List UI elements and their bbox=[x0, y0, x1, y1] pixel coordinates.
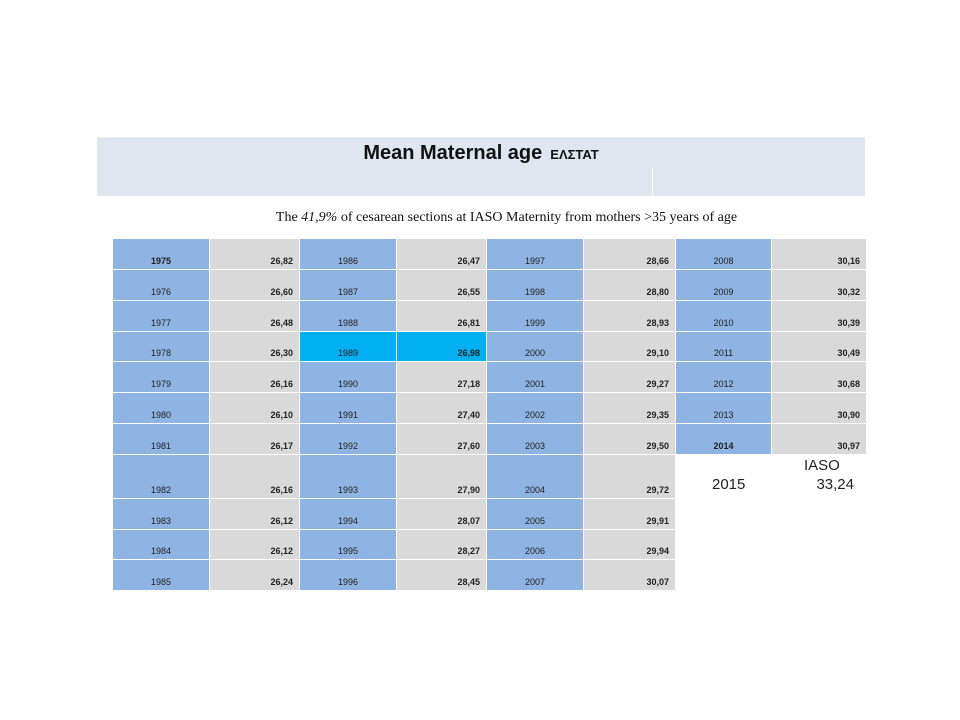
value-cell: 28,66 bbox=[584, 239, 676, 270]
header-subrow-left bbox=[97, 167, 653, 196]
table-row bbox=[113, 499, 867, 530]
value-cell: 28,93 bbox=[584, 301, 676, 332]
value-cell: 26,30 bbox=[210, 332, 300, 362]
empty-cell bbox=[676, 530, 867, 560]
table-row bbox=[113, 362, 867, 393]
value-cell: 26,47 bbox=[397, 239, 487, 270]
value-cell: 26,12 bbox=[210, 499, 300, 530]
year-cell: 2001 bbox=[487, 362, 584, 393]
year-cell: 1993 bbox=[300, 455, 397, 499]
value-cell: 30,32 bbox=[772, 270, 867, 301]
year-cell: 1996 bbox=[300, 560, 397, 591]
year-cell: 2008 bbox=[676, 239, 772, 270]
value-cell: 26,55 bbox=[397, 270, 487, 301]
year-cell: 2010 bbox=[676, 301, 772, 332]
year-cell: 2003 bbox=[487, 424, 584, 455]
year-cell: 1976 bbox=[113, 270, 210, 301]
note-suffix: >35 years of age bbox=[644, 210, 738, 225]
note-percent: 41,9% bbox=[301, 210, 338, 225]
table-row bbox=[113, 393, 867, 424]
year-cell: 1986 bbox=[300, 239, 397, 270]
year-cell: 1985 bbox=[113, 560, 210, 591]
table-row bbox=[113, 239, 867, 270]
maternal-age-table bbox=[112, 238, 867, 591]
table-row bbox=[113, 270, 867, 301]
year-cell: 1980 bbox=[113, 393, 210, 424]
value-cell: 29,94 bbox=[584, 530, 676, 560]
value-cell: 29,35 bbox=[584, 393, 676, 424]
year-cell: 1975 bbox=[113, 239, 210, 270]
note-middle: of cesarean sections at IASO Maternity from mothers bbox=[337, 210, 645, 225]
year-cell: 1994 bbox=[300, 499, 397, 530]
year-cell: 1997 bbox=[487, 239, 584, 270]
value-cell: 30,16 bbox=[772, 239, 867, 270]
year-cell: 1998 bbox=[487, 270, 584, 301]
year-cell: 1990 bbox=[300, 362, 397, 393]
value-cell: 28,27 bbox=[397, 530, 487, 560]
value-cell: 28,80 bbox=[584, 270, 676, 301]
value-cell: 28,07 bbox=[397, 499, 487, 530]
year-cell: 1991 bbox=[300, 393, 397, 424]
value-cell: 27,90 bbox=[397, 455, 487, 499]
value-cell: 26,12 bbox=[210, 530, 300, 560]
year-cell: 1999 bbox=[487, 301, 584, 332]
value-cell: 29,50 bbox=[584, 424, 676, 455]
iaso-value: 33,24 bbox=[816, 476, 854, 493]
value-cell: 30,39 bbox=[772, 301, 867, 332]
value-cell: 26,10 bbox=[210, 393, 300, 424]
value-cell: 26,82 bbox=[210, 239, 300, 270]
year-cell: 1984 bbox=[113, 530, 210, 560]
value-cell: 26,81 bbox=[397, 301, 487, 332]
iaso-year: 2015 bbox=[712, 476, 746, 493]
value-cell: 30,07 bbox=[584, 560, 676, 591]
source-label: ΕΛΣΤΑΤ bbox=[550, 146, 599, 162]
table-row bbox=[113, 332, 867, 362]
note-prefix: The bbox=[275, 210, 302, 225]
year-cell: 1983 bbox=[113, 499, 210, 530]
value-cell: 30,97 bbox=[772, 424, 867, 455]
year-cell: 1977 bbox=[113, 301, 210, 332]
year-cell: 2009 bbox=[676, 270, 772, 301]
iaso-label: IASO bbox=[804, 457, 840, 474]
year-cell: 2007 bbox=[487, 560, 584, 591]
cesarean-note bbox=[0, 210, 960, 226]
year-cell: 2000 bbox=[487, 332, 584, 362]
value-cell: 26,24 bbox=[210, 560, 300, 591]
year-cell: 2006 bbox=[487, 530, 584, 560]
value-cell: 29,10 bbox=[584, 332, 676, 362]
table-row bbox=[113, 455, 867, 499]
header-subrow bbox=[97, 167, 865, 196]
table-row bbox=[113, 560, 867, 591]
year-cell: 2011 bbox=[676, 332, 772, 362]
year-cell: 1979 bbox=[113, 362, 210, 393]
value-cell: 29,27 bbox=[584, 362, 676, 393]
value-cell: 27,40 bbox=[397, 393, 487, 424]
year-cell: 1988 bbox=[300, 301, 397, 332]
title-band bbox=[97, 137, 865, 168]
year-cell: 1982 bbox=[113, 455, 210, 499]
value-cell: 26,16 bbox=[210, 362, 300, 393]
page-title: Mean Maternal age bbox=[363, 141, 543, 164]
value-cell-highlighted: 26,98 bbox=[397, 332, 487, 362]
empty-cell bbox=[676, 499, 867, 530]
iaso-cell bbox=[676, 455, 867, 499]
value-cell: 29,72 bbox=[584, 455, 676, 499]
value-cell: 26,48 bbox=[210, 301, 300, 332]
value-cell: 30,68 bbox=[772, 362, 867, 393]
value-cell: 27,60 bbox=[397, 424, 487, 455]
year-cell: 2002 bbox=[487, 393, 584, 424]
value-cell: 30,49 bbox=[772, 332, 867, 362]
year-cell: 2012 bbox=[676, 362, 772, 393]
empty-cell bbox=[676, 560, 867, 591]
year-cell: 2004 bbox=[487, 455, 584, 499]
year-cell: 1981 bbox=[113, 424, 210, 455]
value-cell: 30,90 bbox=[772, 393, 867, 424]
value-cell: 26,60 bbox=[210, 270, 300, 301]
value-cell: 26,16 bbox=[210, 455, 300, 499]
year-cell: 2014 bbox=[676, 424, 772, 455]
year-cell: 2013 bbox=[676, 393, 772, 424]
value-cell: 28,45 bbox=[397, 560, 487, 591]
value-cell: 29,91 bbox=[584, 499, 676, 530]
table-row bbox=[113, 301, 867, 332]
year-cell: 2005 bbox=[487, 499, 584, 530]
value-cell: 26,17 bbox=[210, 424, 300, 455]
year-cell: 1978 bbox=[113, 332, 210, 362]
year-cell: 1987 bbox=[300, 270, 397, 301]
year-cell: 1995 bbox=[300, 530, 397, 560]
table-row bbox=[113, 530, 867, 560]
year-cell-highlighted: 1989 bbox=[300, 332, 397, 362]
year-cell: 1992 bbox=[300, 424, 397, 455]
table-row bbox=[113, 424, 867, 455]
value-cell: 27,18 bbox=[397, 362, 487, 393]
